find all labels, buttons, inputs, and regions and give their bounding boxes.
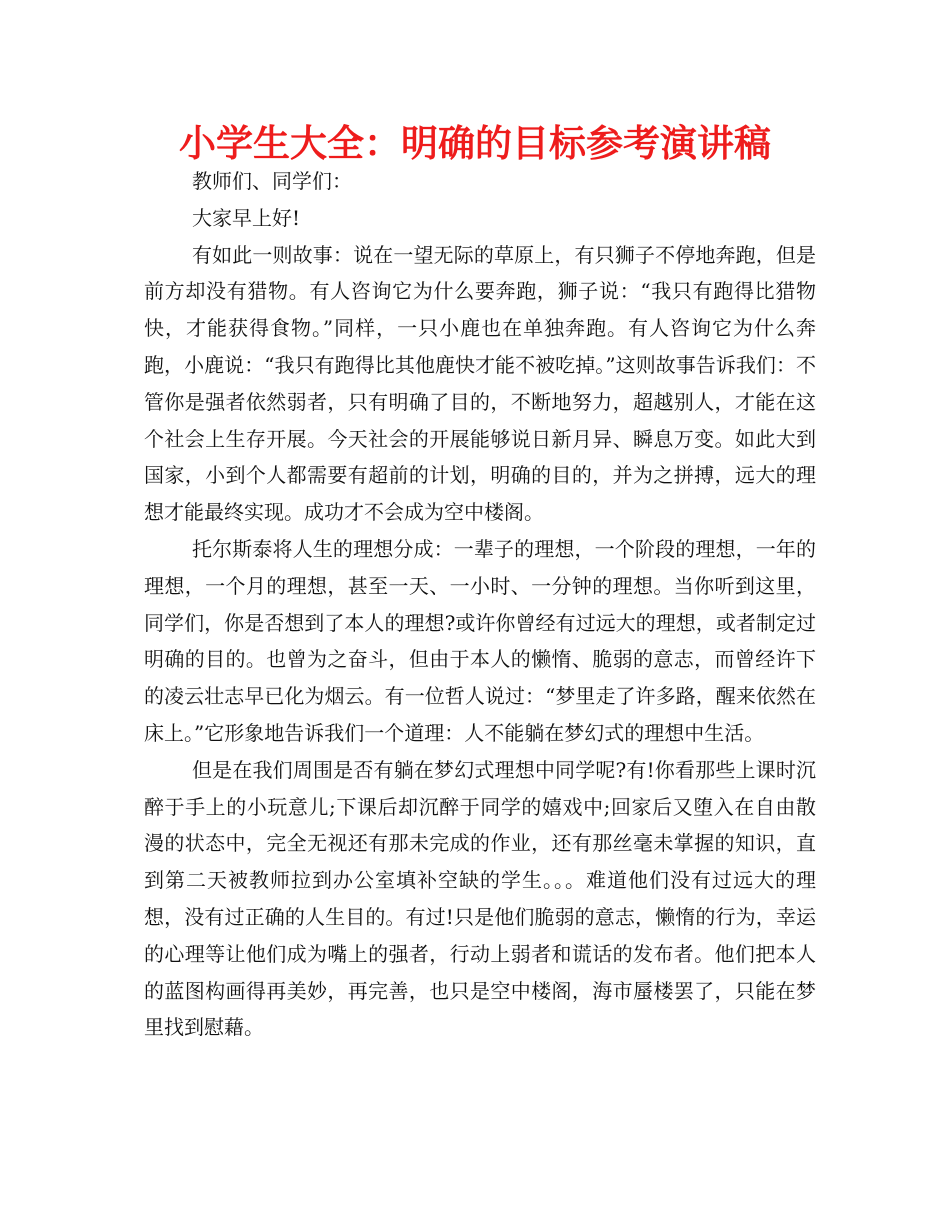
paragraph-students: 但是在我们周围是否有躺在梦幻式理想中同学呢?有!你看那些上课时沉醉于手上的小玩意儿;下课后却沉醉于同学的嬉戏中;回家后又堕入在自由散漫的状态中，完全无视还有那未完成的作业，还有那丝毫未掌握的知识，直到第二天被教师拉到办公室填补空缺的学生。。。难道他们没有过远大的理想，没有过正确的人生目的。有过!只是他们脆弱的意志，懒惰的行为，幸运的心理等让他们成为嘴上的强者，行动上弱者和谎话的发布者。他们把本人的蓝图构画得再美妙，再完善，也只是空中楼阁，海市蜃楼罢了，只能在梦里找到慰藉。 <box>144 757 816 1040</box>
document-body <box>144 163 816 1046</box>
paragraph-tolstoy: 托尔斯泰将人生的理想分成：一辈子的理想，一个阶段的理想，一年的理想，一个月的理想，甚至一天、一小时、一分钟的理想。当你听到这里，同学们，你是否想到了本人的理想?或许你曾经有过远大的理想，或者制定过明确的目的。也曾为之奋斗，但由于本人的懒惰、脆弱的意志，而曾经许下的凌云壮志早已化为烟云。有一位哲人说过：“梦里走了许多路，醒来依然在床上。”它形象地告诉我们一个道理：人不能躺在梦幻式的理想中生活。 <box>144 536 816 745</box>
paragraph-story: 有如此一则故事：说在一望无际的草原上，有只狮子不停地奔跑，但是前方却没有猎物。有人咨询它为什么要奔跑，狮子说：“我只有跑得比猎物快，才能获得食物。”同样，一只小鹿也在单独奔跑。有人咨询它为什么奔跑，小鹿说：“我只有跑得比其他鹿快才能不被吃掉。”这则故事告诉我们：不管你是强者依然弱者，只有明确了目的，不断地努力，超越别人，才能在这个社会上生存开展。今天社会的开展能够说日新月异、瞬息万变。如此大到国家，小到个人都需要有超前的计划，明确的目的，并为之拼搏，远大的理想才能最终实现。成功才不会成为空中楼阁。 <box>144 242 816 525</box>
paragraph-salutation: 教师们、同学们： <box>192 169 352 193</box>
document-title: 小学生大全：明确的目标参考演讲稿 <box>179 122 771 165</box>
paragraph-greeting: 大家早上好! <box>192 205 301 230</box>
